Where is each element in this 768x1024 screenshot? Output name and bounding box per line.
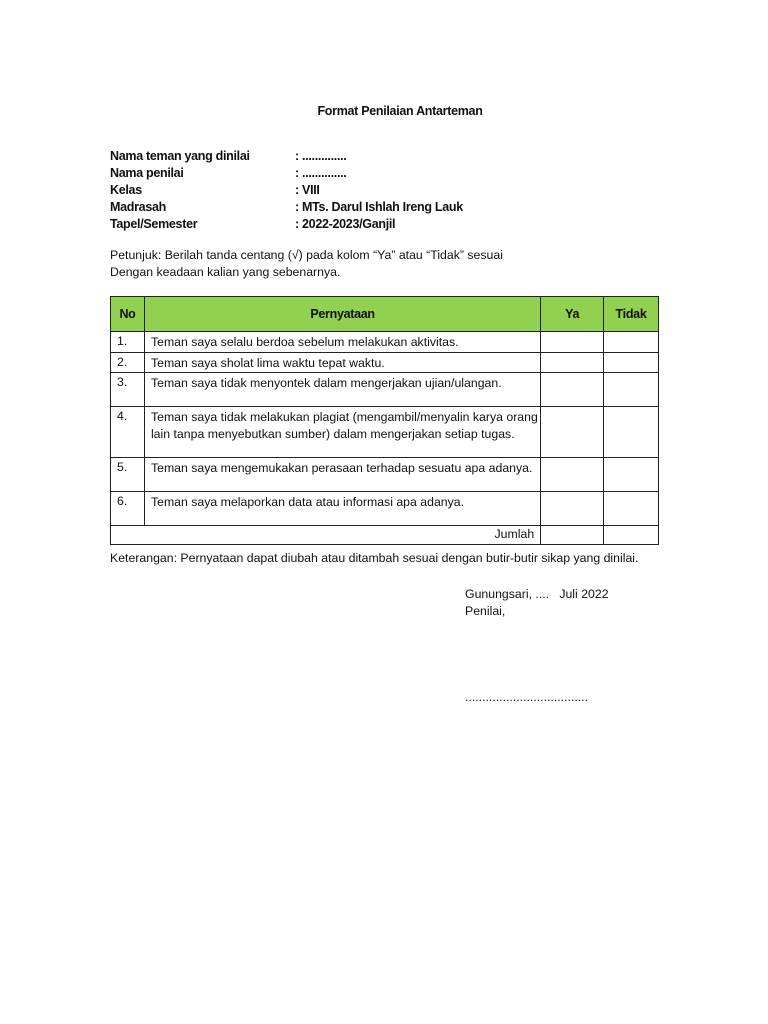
row-statement: Teman saya tidak menyontek dalam mengerjakan ujian/ulangan.: [144, 373, 540, 407]
instructions-line-1: Petunjuk: Berilah tanda centang (√) pada kolom “Ya” atau “Tidak” sesuai: [110, 248, 503, 262]
row-number: 3.: [111, 373, 145, 407]
info-value: : ..............: [295, 149, 347, 163]
no-checkbox-cell[interactable]: [604, 492, 659, 526]
info-label: Nama teman yang dinilai: [110, 149, 250, 163]
info-value: : 2022-2023/Ganjil: [295, 217, 396, 231]
instructions-line-2: Dengan keadaan kalian yang sebenarnya.: [110, 265, 341, 279]
no-total-cell[interactable]: [604, 526, 659, 545]
yes-checkbox-cell[interactable]: [541, 373, 604, 407]
info-label: Madrasah: [110, 200, 166, 214]
table-row: [111, 458, 659, 492]
table-row: [111, 353, 659, 373]
info-label: Kelas: [110, 183, 142, 197]
row-statement: Teman saya sholat lima waktu tepat waktu.: [144, 353, 540, 373]
no-checkbox-cell[interactable]: [604, 353, 659, 373]
yes-checkbox-cell[interactable]: [541, 458, 604, 492]
row-statement: Teman saya selalu berdoa sebelum melakukan aktivitas.: [144, 332, 540, 353]
yes-checkbox-cell[interactable]: [541, 407, 604, 458]
header-no-answer: Tidak: [604, 297, 659, 332]
info-value: : VIII: [295, 183, 320, 197]
table-row: [111, 492, 659, 526]
total-row: [111, 526, 659, 545]
row-statement: Teman saya tidak melakukan plagiat (mengambil/menyalin karya orang lain tanpa menyebutkan sumber) dalam mengerjakan setiap tugas.: [144, 407, 540, 458]
yes-checkbox-cell[interactable]: [541, 492, 604, 526]
assessment-table: [110, 296, 659, 545]
yes-checkbox-cell[interactable]: [541, 353, 604, 373]
signature-block: [465, 586, 609, 620]
instructions: [110, 247, 503, 281]
header-no: No: [111, 297, 145, 332]
info-label: Nama penilai: [110, 166, 184, 180]
row-statement: Teman saya mengemukakan perasaan terhadap sesuatu apa adanya.: [144, 458, 540, 492]
table-row: [111, 373, 659, 407]
header-statement: Pernyataan: [144, 297, 540, 332]
row-number: 2.: [111, 353, 145, 373]
info-label: Tapel/Semester: [110, 217, 198, 231]
header-yes: Ya: [541, 297, 604, 332]
row-statement: Teman saya melaporkan data atau informasi apa adanya.: [144, 492, 540, 526]
yes-checkbox-cell[interactable]: [541, 332, 604, 353]
table-header-row: [111, 297, 659, 332]
signature-line: ....................................: [465, 690, 588, 704]
info-value: : MTs. Darul Ishlah Ireng Lauk: [295, 200, 463, 214]
no-checkbox-cell[interactable]: [604, 458, 659, 492]
no-checkbox-cell[interactable]: [604, 407, 659, 458]
total-label: Jumlah: [111, 526, 541, 545]
row-number: 6.: [111, 492, 145, 526]
table-row: [111, 407, 659, 458]
no-checkbox-cell[interactable]: [604, 373, 659, 407]
note: Keterangan: Pernyataan dapat diubah atau ditambah sesuai dengan butir-butir sikap yang dinilai.: [110, 551, 639, 565]
no-checkbox-cell[interactable]: [604, 332, 659, 353]
row-number: 5.: [111, 458, 145, 492]
assessor-role: Penilai,: [465, 604, 506, 618]
document-title: Format Penilaian Antarteman: [317, 104, 483, 118]
info-value: : ..............: [295, 166, 347, 180]
table-row: [111, 332, 659, 353]
row-number: 1.: [111, 332, 145, 353]
row-number: 4.: [111, 407, 145, 458]
place-date: Gunungsari, .... Juli 2022: [465, 587, 609, 601]
yes-total-cell[interactable]: [541, 526, 604, 545]
